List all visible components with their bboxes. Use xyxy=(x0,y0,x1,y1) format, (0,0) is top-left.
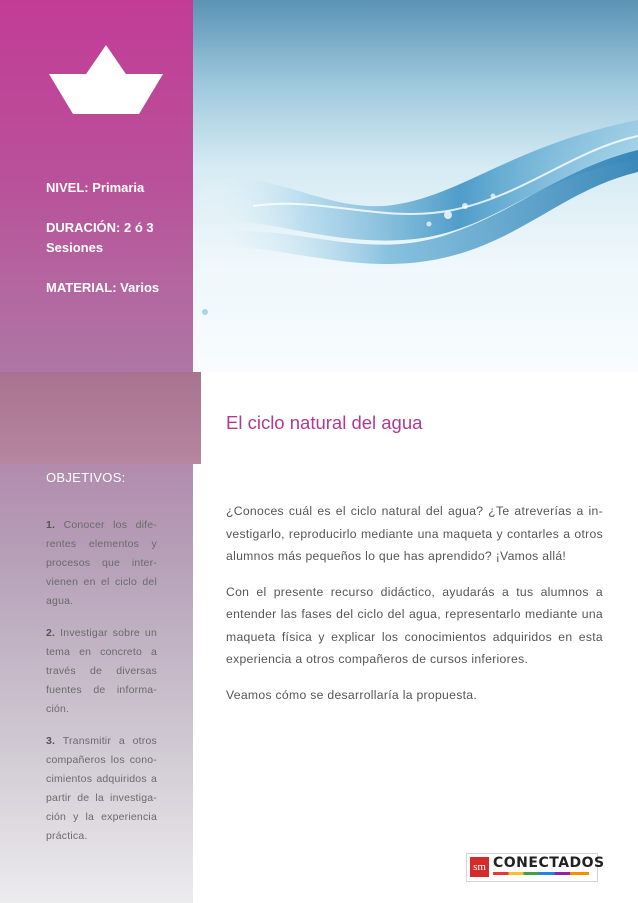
logo-color-bar xyxy=(493,872,589,875)
objective-number: 3. xyxy=(46,735,56,747)
objectives-heading: OBJETIVOS: xyxy=(46,470,126,485)
material-info: MATERIAL: Varios xyxy=(46,280,160,295)
objective-item xyxy=(46,732,157,846)
water-splash-image xyxy=(193,0,638,372)
objective-item xyxy=(46,624,157,719)
paper-boat-icon xyxy=(46,42,166,120)
logo-text: CONECTADOS xyxy=(493,855,605,871)
conectados-logo xyxy=(466,853,605,882)
level-info: NIVEL: Primaria xyxy=(46,180,145,195)
objective-text: Investigar sobre un tema en concreto a través de diversas fuentes de informa-ción. xyxy=(46,627,157,715)
page-title: El ciclo natural del agua xyxy=(226,412,423,433)
objective-number: 2. xyxy=(46,627,56,639)
objective-text: Transmitir a otros compañeros los cono-cimientos adquiridos a partir de la investiga-ción y la experiencia práctica. xyxy=(46,735,157,842)
duration-info: DURACIÓN: 2 ó 3 Sesiones xyxy=(46,220,154,255)
paragraph: ¿Conoces cuál es el ciclo natural del agua? ¿Te atreverías a in-vestigarlo, reproducirlo mediante una maqueta y contarles a otros alumnos más pequeños lo que has aprendido? ¡Vamos allá! xyxy=(226,504,603,563)
objective-number: 1. xyxy=(46,519,56,531)
paragraph: Con el presente recurso didáctico, ayudarás a tus alumnos a entender las fases del ciclo del agua, representarlo mediante una maqueta física y explicar los conocimientos adquiridos en esta experiencia a otros compañeros de cursos inferiores. xyxy=(226,584,603,666)
objective-item xyxy=(46,516,157,611)
objective-text: Conocer los dife-rentes elementos y procesos que inter-vienen en el ciclo del agua. xyxy=(46,519,157,607)
objectives-list xyxy=(46,516,157,859)
body-text xyxy=(226,500,603,719)
paragraph: Veamos cómo se desarrollaría la propuesta. xyxy=(226,687,478,702)
sm-logo-icon: sm xyxy=(470,857,489,877)
